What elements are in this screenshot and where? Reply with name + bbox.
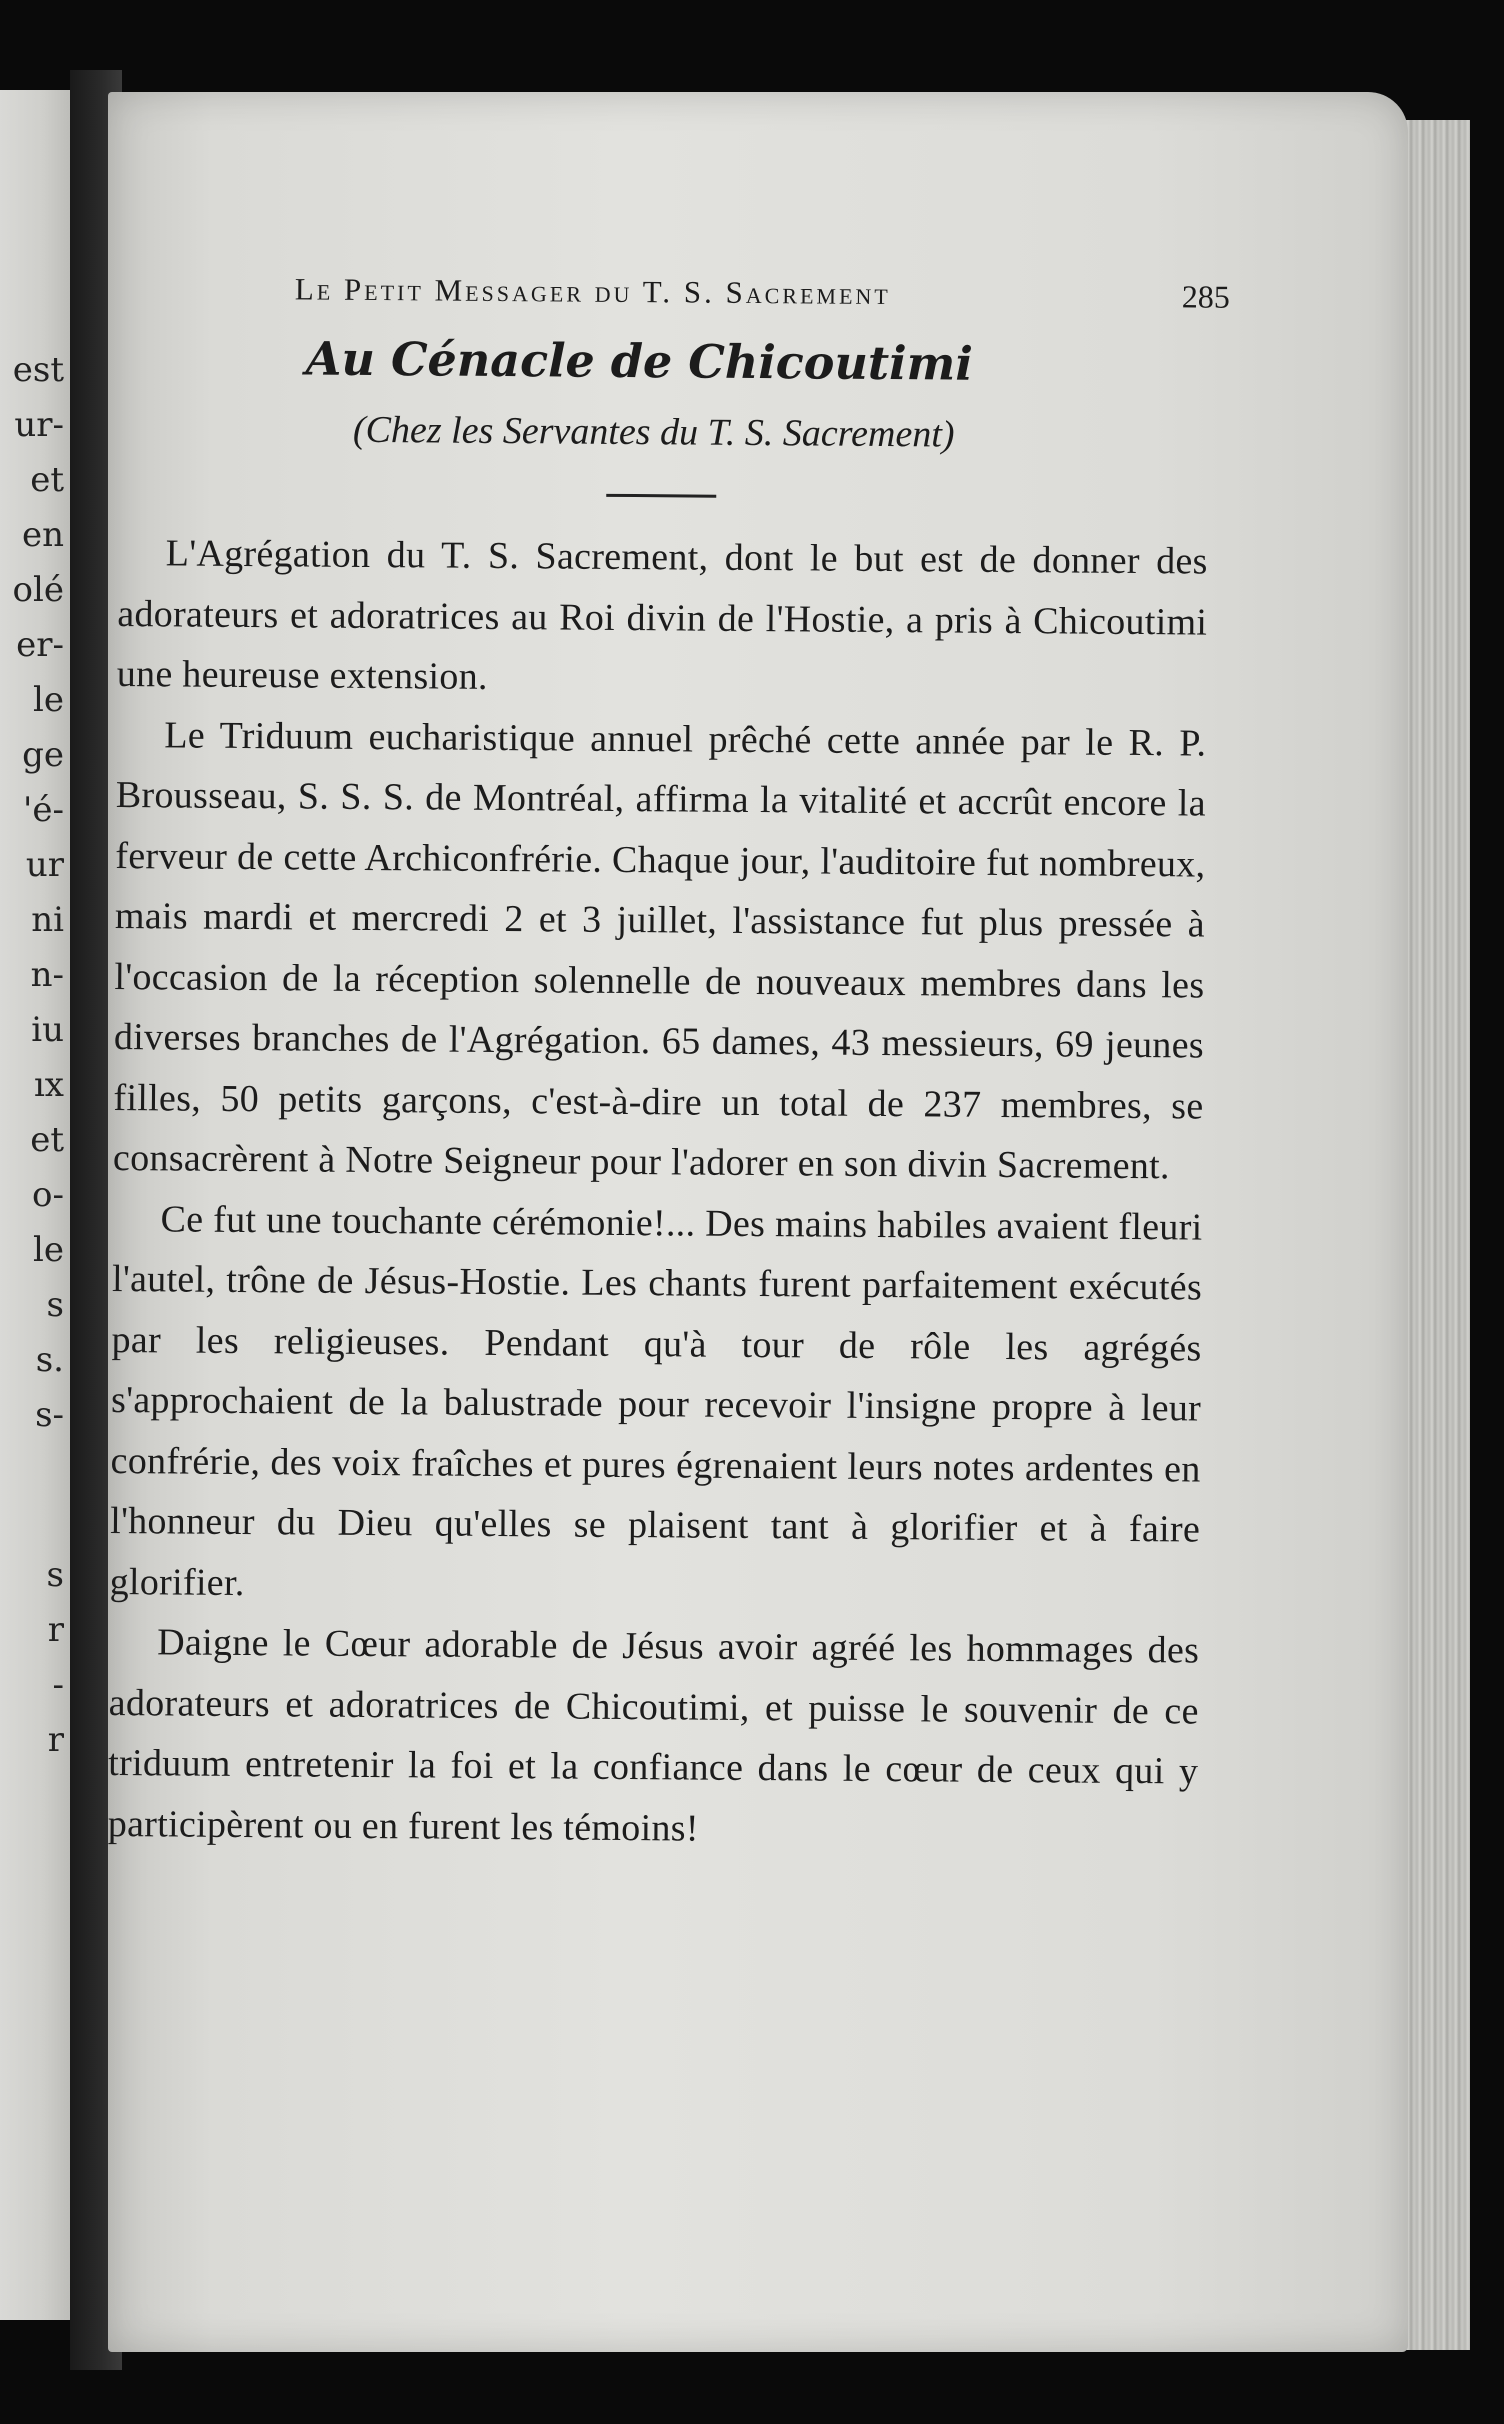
left-page-fragment: le [33, 680, 64, 720]
left-page-fragment: ur- [14, 405, 64, 445]
paragraph: Le Triduum eucharistique annuel prêché cette année par le R. P. Brousseau, S. S. S. de Montréal, affirma la vitalité et accrût encore la ferveur de cette Archiconfrérie. Chaque jour, l'auditoire fut nombreux, mais mardi et mercredi 2 et 3 juillet, l'assistance fut plus pressée à l'occasion de la réception solennelle de nouveaux membres dans les diverses branches de l'Agrégation. 65 dames, 43 messieurs, 69 jeunes filles, 50 petits garçons, c'est-à-dire un total de 237 membres, se consacrèrent à Notre Seigneur pour l'adorer en son divin Sacrement. [112, 713, 1207, 1188]
left-facing-page [0, 90, 70, 2320]
left-page-fragment: et [30, 460, 64, 500]
left-page-fragment: - [52, 1665, 64, 1705]
left-page-fragment: le [33, 1230, 64, 1270]
left-page-fragment: 'é- [23, 790, 64, 830]
left-page-fragment: r [47, 1720, 64, 1760]
left-page-fragment: s [46, 1285, 64, 1325]
left-page-fragment: olé [12, 570, 64, 610]
paragraph: Ce fut une touchante cérémonie!... Des mains habiles avaient fleuri l'autel, trône de Jésus-Hostie. Les chants furent parfaitement exécutés par les religieuses. Pendant qu'à tour de rôle les agrégés s'approchaient de la balustrade pour recevoir l'insigne propre à leur confrérie, des voix fraîches et pures égrenaient leurs notes ardentes en l'honneur du Dieu qu'elles se plaisent tant à glorifier et à faire glorifier. [109, 1197, 1203, 1604]
paragraph: L'Agrégation du T. S. Sacrement, dont le but est de donner des adorateurs et adoratrices au Roi divin de l'Hostie, a pris à Chicoutimi une heureuse extension. [116, 532, 1208, 698]
running-title: Le Petit Messager du T. S. Sacrement [294, 271, 891, 312]
left-page-fragment: er- [16, 625, 64, 665]
running-head [120, 270, 1230, 339]
left-page-fragment: s. [35, 1340, 64, 1380]
left-page-fragment: s- [35, 1395, 64, 1435]
left-page-fragment: ge [22, 735, 64, 775]
left-page-fragment: s [46, 1555, 64, 1595]
left-page-fragment: r [47, 1610, 64, 1650]
left-page-fragment: iu [31, 1010, 64, 1050]
left-page-fragment: ni [31, 900, 64, 940]
left-page-fragment: est [12, 350, 64, 390]
left-page-fragment: et [30, 1120, 64, 1160]
article-title: Au Cénacle de Chicoutimi [305, 331, 974, 391]
left-page-fragment: ıx [33, 1065, 64, 1105]
paragraph: Daigne le Cœur adorable de Jésus avoir agréé les hommages des adorateurs et adoratrices de Chicoutimi, et puisse le souvenir de ce triduum entretenir la foi et la confiance dans le cœur de ceux qui y participèrent ou en furent les témoins! [107, 1621, 1200, 1850]
article-subtitle: (Chez les Servantes du T. S. Sacrement) [352, 408, 955, 456]
left-page-fragment: o- [32, 1175, 64, 1215]
left-page-fragment: n- [30, 955, 64, 995]
left-page-fragment: ur [25, 845, 64, 885]
page-content [107, 270, 1230, 1863]
title-rule [606, 494, 716, 498]
left-page-fragment: en [21, 515, 64, 555]
page-number: 285 [1181, 278, 1230, 315]
